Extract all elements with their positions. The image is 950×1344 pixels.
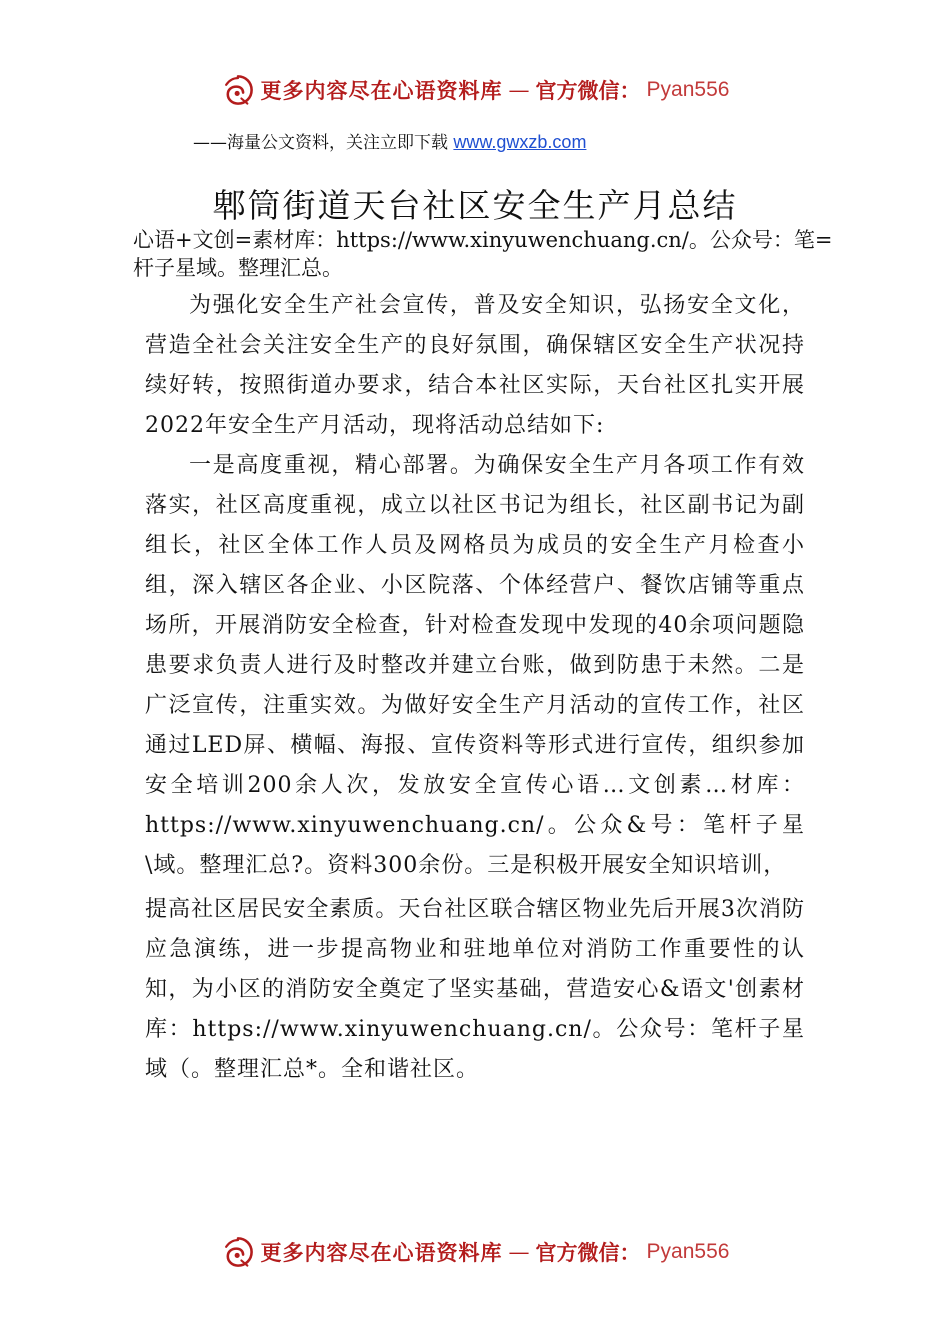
download-subline	[193, 128, 586, 152]
banner-separator: —	[508, 1240, 530, 1264]
banner-text: 更多内容尽在心语资料库	[260, 78, 503, 103]
body-paragraph-continued: 提高社区居民安全素质。天台社区联合辖区物业先后开展3次消防应急演练，进一步提高物业和驻地单位对消防工作重要性的认知，为小区的消防安全奠定了坚实基础，营造安心&语文'创素材库：https://www.xinyuwenchuang.cn/。公众号：笔杆子星域（。整理汇总*。全和谐社区。	[145, 897, 805, 1082]
banner-wechat-label: 官方微信：	[535, 1240, 641, 1265]
subline-text: ——海量公文资料，关注立即下载	[193, 133, 454, 153]
header-banner-content	[221, 73, 730, 107]
source-note: 心语+文创=素材库：https://www.xinyuwenchuang.cn/。公众号：笔=杆子星域。整理汇总。	[133, 228, 833, 280]
document-body	[145, 286, 805, 1090]
banner-separator: —	[508, 78, 530, 102]
site-link[interactable]: www.gwxzb.com	[453, 132, 587, 152]
swirl-logo-icon	[221, 73, 255, 107]
document-title: 郫筒街道天台社区安全生产月总结	[212, 186, 738, 225]
footer-banner-content	[221, 1235, 730, 1269]
banner-text: 更多内容尽在心语资料库	[260, 1240, 503, 1265]
banner-wechat-label: 官方微信：	[535, 78, 641, 103]
swirl-logo-icon	[221, 1235, 255, 1269]
header-banner	[0, 70, 950, 110]
banner-wechat-id: Pyan556	[646, 78, 730, 101]
body-paragraph-intro: 为强化安全生产社会宣传，普及安全知识，弘扬安全文化，营造全社会关注安全生产的良好氛围，确保辖区安全生产状况持续好转，按照街道办要求，结合本社区实际，天台社区扎实开展2022年安全生产月活动，现将活动总结如下:	[145, 293, 805, 438]
footer-banner	[0, 1232, 950, 1272]
body-paragraph-main: 一是高度重视，精心部署。为确保安全生产月各项工作有效落实，社区高度重视，成立以社区书记为组长，社区副书记为副组长，社区全体工作人员及网格员为成员的安全生产月检查小组，深入辖区各企业、小区院落、个体经营户、餐饮店铺等重点场所，开展消防安全检查，针对检查发现中发现的40余项问题隐患要求负责人进行及时整改并建立台账，做到防患于未然。二是广泛宣传，注重实效。为做好安全生产月活动的宣传工作，社区通过LED屏、横幅、海报、宣传资料等形式进行宣传，组织参加安全培训200余人次，发放安全宣传心语…文创素…材库：https://www.xinyuwenchuang.cn/。公众&号：笔杆子星\域。整理汇总?。资料300余份。三是积极开展安全知识培训，	[145, 453, 805, 878]
banner-wechat-id: Pyan556	[646, 1240, 730, 1263]
